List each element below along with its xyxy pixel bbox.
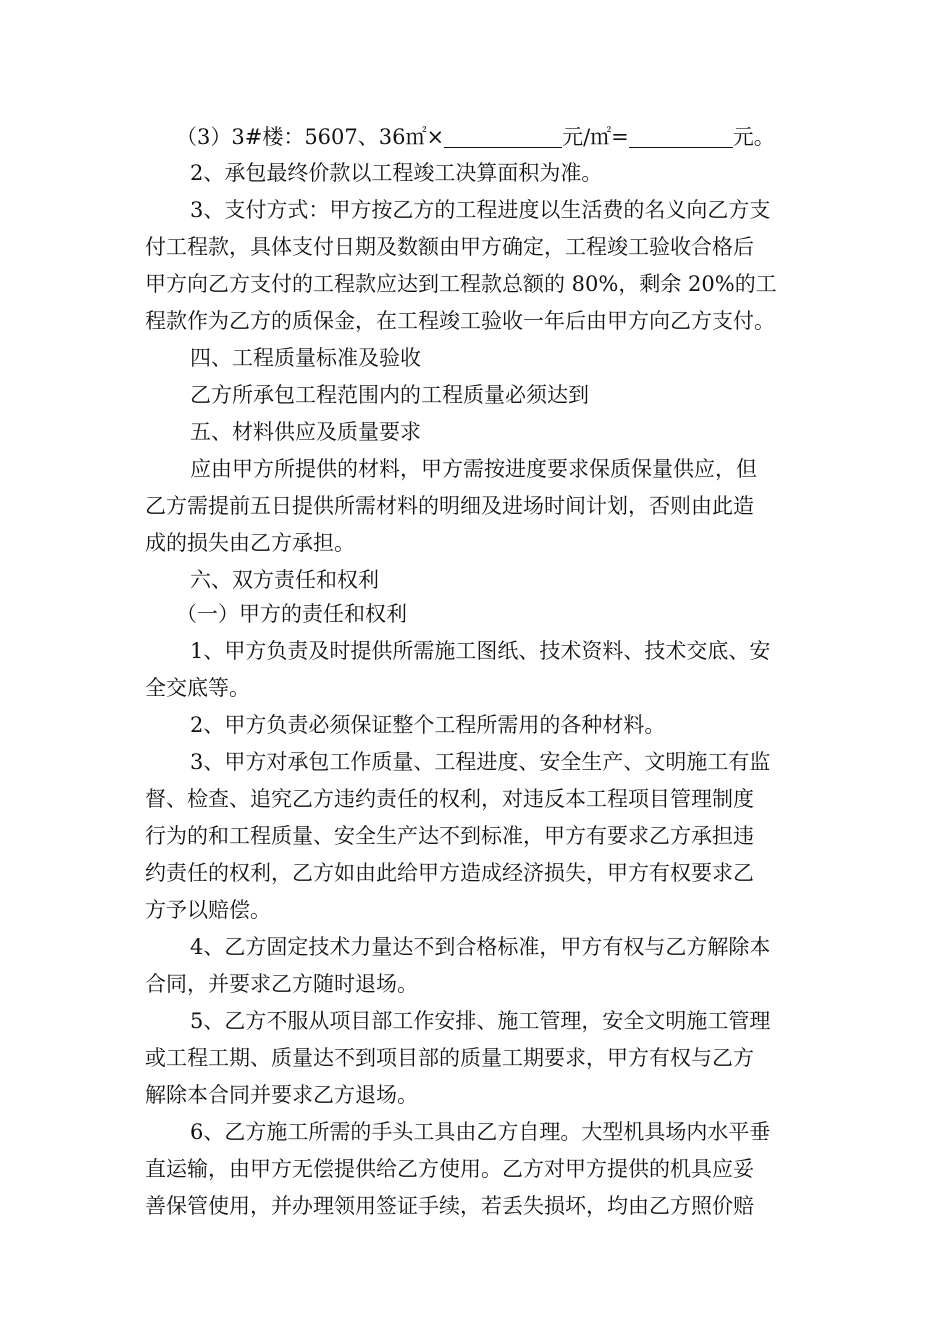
item-5-line-2: 或工程工期、质量达不到项目部的质量工期要求，甲方有权与乙方: [145, 1046, 754, 1070]
price-line-prefix: （3）3#楼：5607、36㎡×: [176, 125, 445, 149]
payment-clause-line-1: 3、支付方式：甲方按乙方的工程进度以生活费的名义向乙方支: [190, 198, 771, 222]
section-heading-materials: 五、材料供应及质量要求: [190, 420, 421, 444]
item-6-line-3: 善保管使用，并办理领用签证手续，若丢失损坏，均由乙方照价赔: [145, 1194, 754, 1218]
final-price-clause: 2、承包最终价款以工程竣工决算面积为准。: [190, 161, 603, 185]
item-1-line-1: 1、甲方负责及时提供所需施工图纸、技术资料、技术交底、安: [190, 639, 771, 663]
item-3-line-2: 督、检查、追究乙方违约责任的权利，对违反本工程项目管理制度: [145, 787, 754, 811]
item-3-line-1: 3、甲方对承包工作质量、工程进度、安全生产、文明施工有监: [190, 750, 771, 774]
item-4-line-1: 4、乙方固定技术力量达不到合格标准，甲方有权与乙方解除本: [190, 935, 771, 959]
price-line-building-3: [176, 122, 856, 152]
item-5-line-1: 5、乙方不服从项目部工作安排、施工管理，安全文明施工管理: [190, 1009, 771, 1033]
section-heading-quality: 四、工程质量标准及验收: [190, 346, 421, 370]
item-6-line-1: 6、乙方施工所需的手头工具由乙方自理。大型机具场内水平垂: [190, 1120, 771, 1144]
item-2: 2、甲方负责必须保证整个工程所需用的各种材料。: [190, 713, 666, 737]
item-3-line-4: 约责任的权利，乙方如由此给甲方造成经济损失，甲方有权要求乙: [145, 861, 754, 885]
item-5-line-3: 解除本合同并要求乙方退场。: [145, 1083, 418, 1107]
materials-clause-line-1: 应由甲方所提供的材料，甲方需按进度要求保质保量供应，但: [190, 457, 757, 481]
item-4-line-2: 合同，并要求乙方随时退场。: [145, 972, 418, 996]
payment-clause-line-2: 付工程款，具体支付日期及数额由甲方确定，工程竣工验收合格后: [145, 235, 754, 259]
item-3-line-5: 方予以赔偿。: [145, 898, 271, 922]
payment-clause-line-4: 程款作为乙方的质保金，在工程竣工验收一年后由甲方向乙方支付。: [145, 309, 775, 333]
payment-clause-line-3: 甲方向乙方支付的工程款应达到工程款总额的 80%，剩余 20%的工: [145, 272, 777, 296]
unit-price-blank: [444, 125, 562, 148]
item-3-line-3: 行为的和工程质量、安全生产达不到标准，甲方有要求乙方承担违: [145, 824, 754, 848]
price-line-suffix: 元。: [732, 125, 775, 149]
section-heading-duties: 六、双方责任和权利: [190, 568, 379, 592]
item-1-line-2: 全交底等。: [145, 676, 250, 700]
quality-clause: 乙方所承包工程范围内的工程质量必须达到: [190, 383, 589, 407]
subsection-heading-party-a: （一）甲方的责任和权利: [176, 602, 407, 626]
price-line-mid: 元/㎡=: [562, 125, 629, 149]
total-price-blank: [629, 125, 733, 148]
item-6-line-2: 直运输，由甲方无偿提供给乙方使用。乙方对甲方提供的机具应妥: [145, 1157, 754, 1181]
materials-clause-line-3: 成的损失由乙方承担。: [145, 531, 355, 555]
materials-clause-line-2: 乙方需提前五日提供所需材料的明细及进场时间计划，否则由此造: [145, 494, 754, 518]
